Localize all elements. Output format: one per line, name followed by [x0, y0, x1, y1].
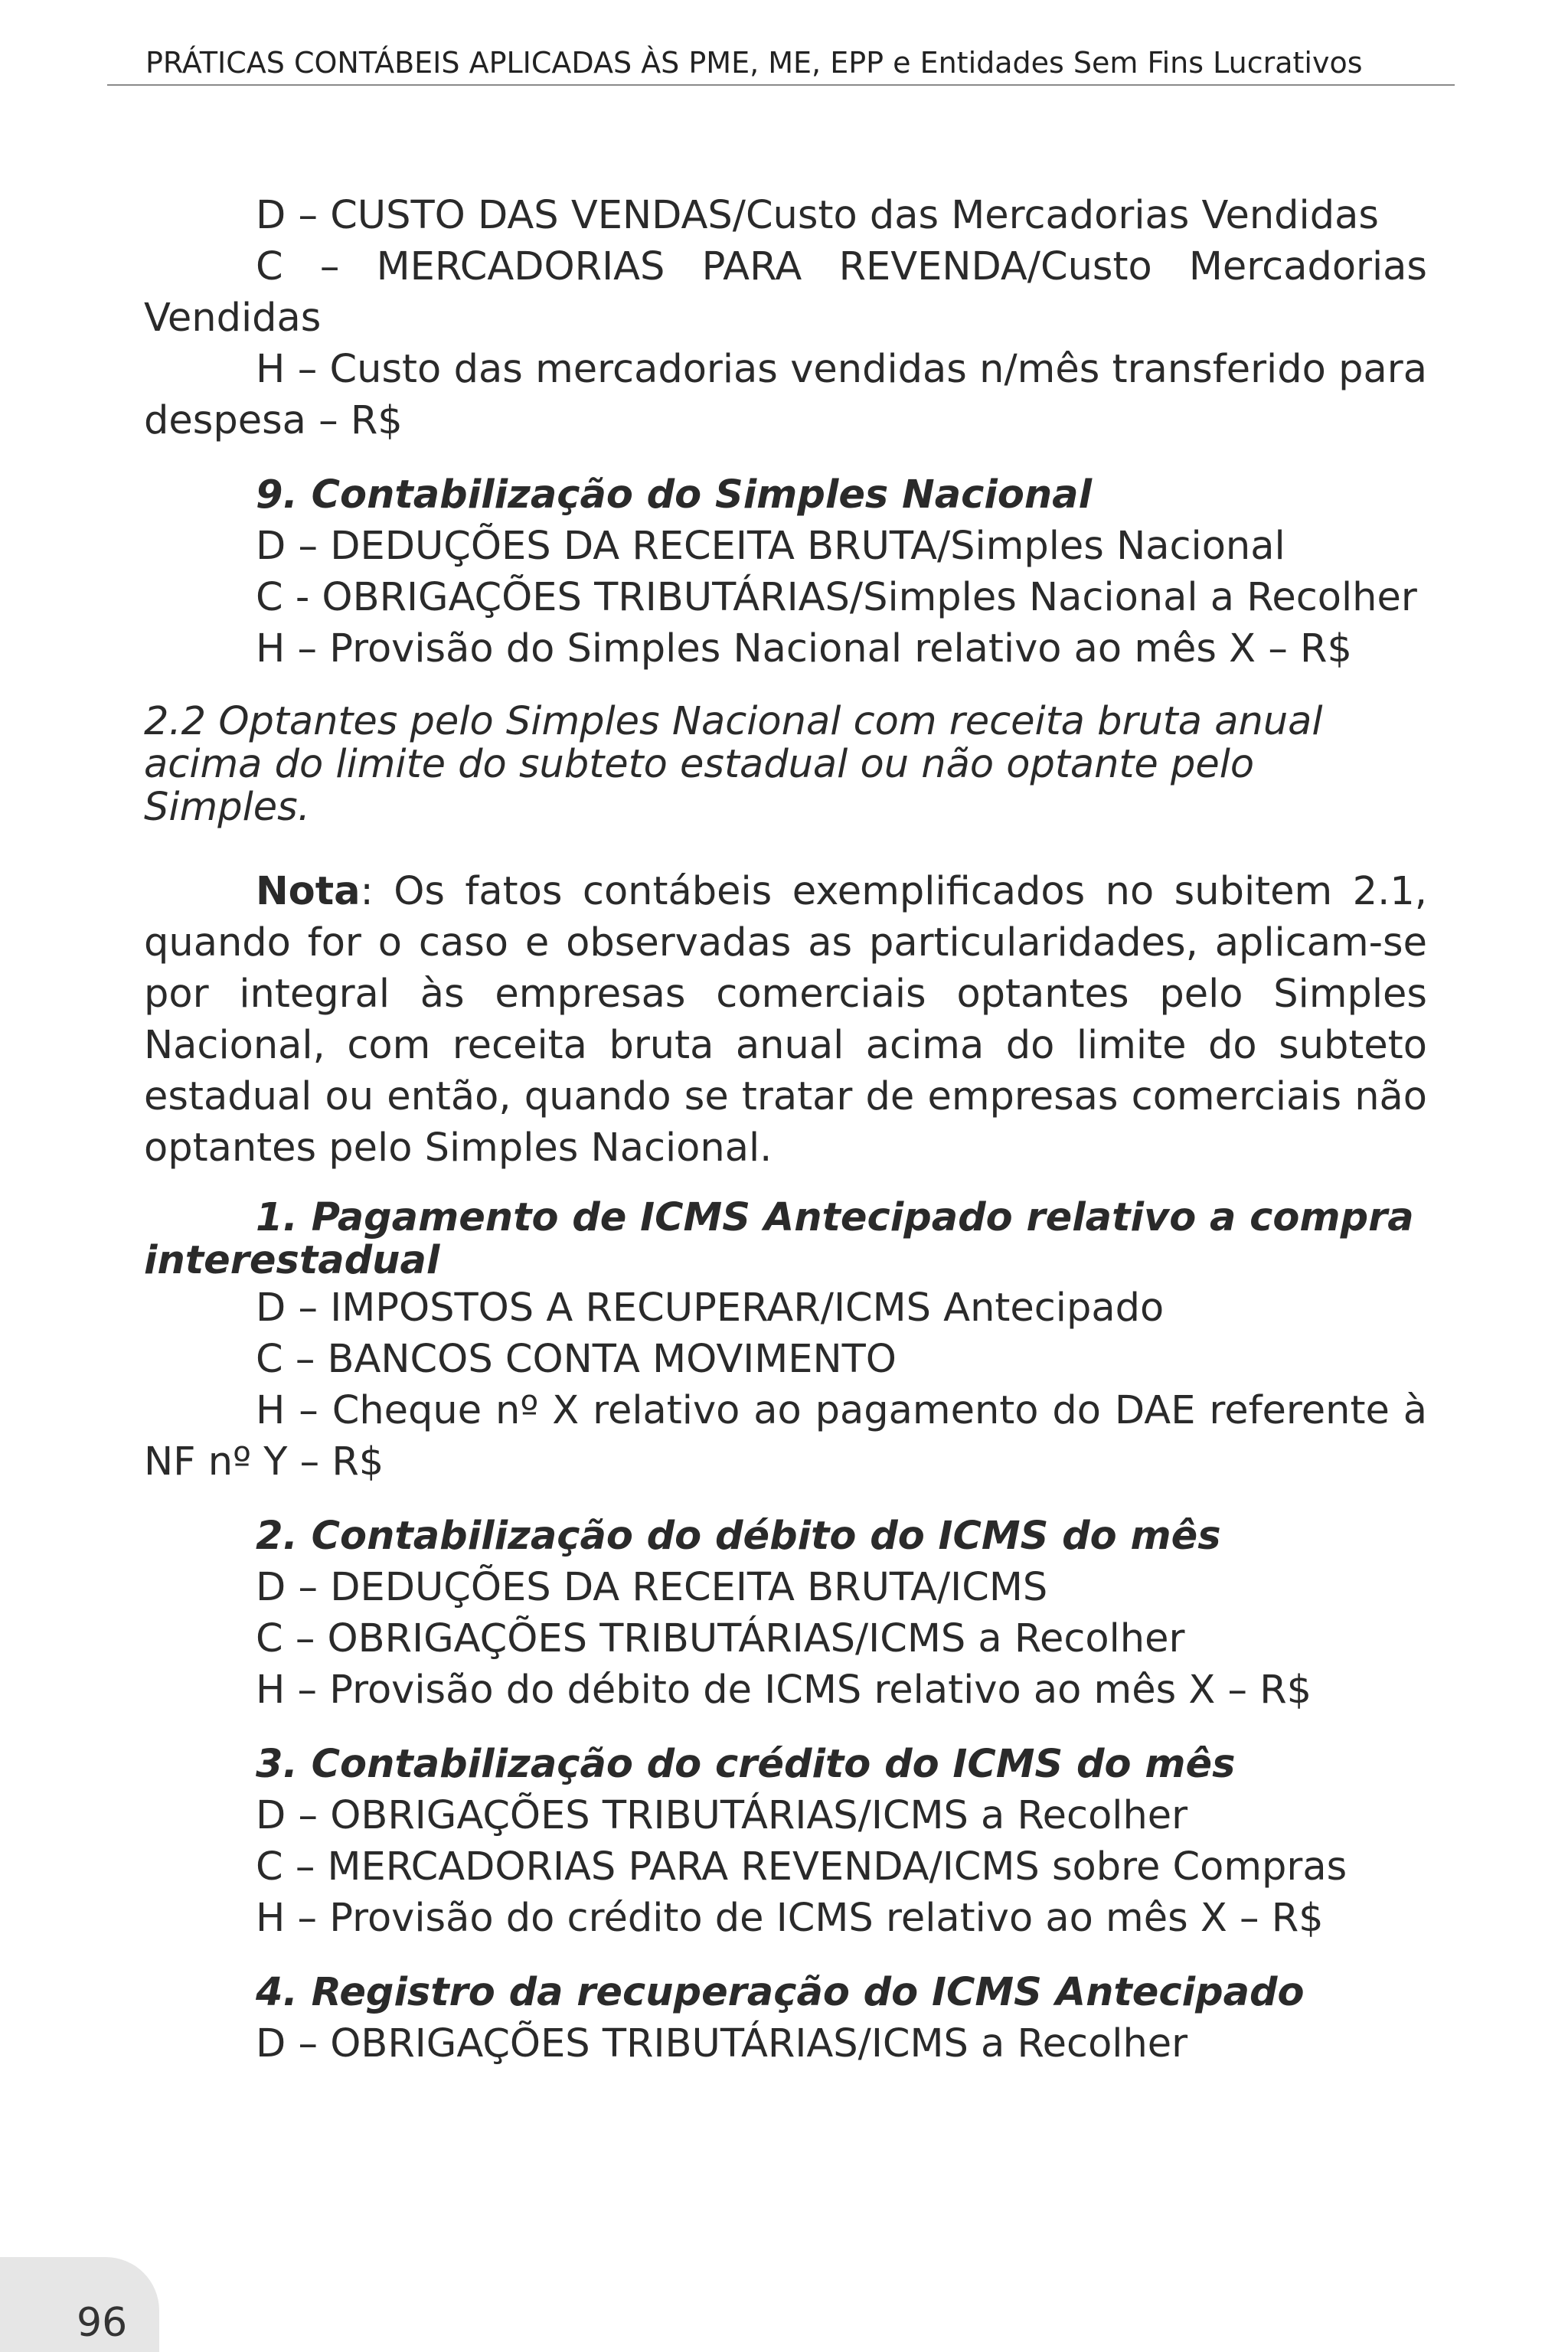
section-heading: 2. Contabilização do débito do ICMS do mês [256, 1514, 1221, 1559]
entry-history: H – Custo das mercadorias vendidas n/mês transferido para despesa – R$ [144, 347, 1427, 443]
header-rule [107, 84, 1455, 86]
section-heading: 4. Registro da recuperação do ICMS Antecipado [256, 1970, 1305, 2015]
entry-history: H – Provisão do crédito de ICMS relativo ao mês X – R$ [256, 1896, 1324, 1941]
note-paragraph [144, 866, 1427, 1174]
subsection-title: 2.2 Optantes pelo Simples Nacional com receita bruta anual acima do limite do subteto estadual ou não optante pelo Simples. [144, 699, 1323, 830]
entry-history: H – Provisão do Simples Nacional relativo ao mês X – R$ [256, 626, 1352, 671]
running-header: PRÁTICAS CONTÁBEIS APLICADAS ÀS PME, ME, EPP e Entidades Sem Fins Lucrativos [145, 46, 1363, 80]
page-content [144, 190, 1427, 2069]
entry-debit: D – OBRIGAÇÕES TRIBUTÁRIAS/ICMS a Recolher [256, 2021, 1188, 2066]
entry-history: H – Cheque nº X relativo ao pagamento do DAE referente à NF nº Y – R$ [144, 1388, 1427, 1485]
note-label: Nota [256, 869, 361, 914]
entry-debit: D – OBRIGAÇÕES TRIBUTÁRIAS/ICMS a Recolher [256, 1793, 1188, 1838]
section-heading: 9. Contabilização do Simples Nacional [256, 472, 1093, 518]
entry-credit: C – MERCADORIAS PARA REVENDA/Custo Mercadorias Vendidas [144, 244, 1427, 341]
section-heading: 3. Contabilização do crédito do ICMS do mês [256, 1742, 1236, 1787]
entry-credit: C – BANCOS CONTA MOVIMENTO [256, 1337, 897, 1382]
section-heading: 1. Pagamento de ICMS Antecipado relativo a compra interestadual [144, 1195, 1414, 1283]
entry-credit: C – OBRIGAÇÕES TRIBUTÁRIAS/ICMS a Recolher [256, 1616, 1185, 1661]
note-text: : Os fatos contábeis exemplificados no subitem 2.1, quando for o caso e observadas as particularidades, aplicam-se por integral às empresas comerciais optantes pelo Simples Nacional, com receita bruta anual acima do limite do subteto estadual ou então, quando se tratar de empresas comerciais não optantes pelo Simples Nacional. [144, 869, 1427, 1171]
page-number: 96 [77, 2300, 128, 2346]
entry-debit: D – CUSTO DAS VENDAS/Custo das Mercadorias Vendidas [256, 193, 1379, 238]
entry-debit: D – DEDUÇÕES DA RECEITA BRUTA/Simples Nacional [256, 524, 1285, 569]
entry-credit: C - OBRIGAÇÕES TRIBUTÁRIAS/Simples Nacional a Recolher [256, 575, 1417, 620]
entry-debit: D – DEDUÇÕES DA RECEITA BRUTA/ICMS [256, 1565, 1048, 1610]
entry-history: H – Provisão do débito de ICMS relativo ao mês X – R$ [256, 1668, 1312, 1713]
entry-credit: C – MERCADORIAS PARA REVENDA/ICMS sobre Compras [256, 1844, 1348, 1890]
entry-debit: D – IMPOSTOS A RECUPERAR/ICMS Antecipado [256, 1285, 1165, 1331]
